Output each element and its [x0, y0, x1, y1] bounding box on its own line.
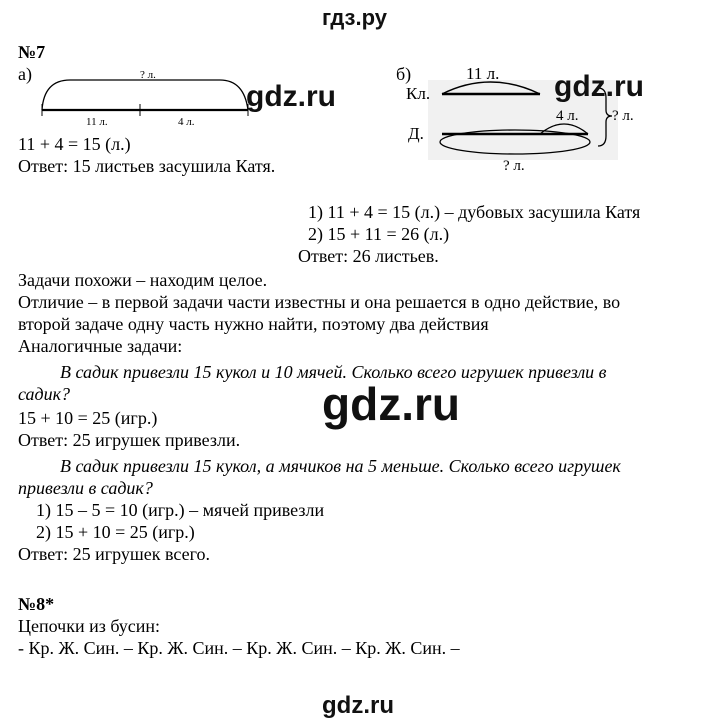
diagram-b-extra-label: 4 л. — [556, 108, 579, 124]
b-answer: Ответ: 26 листьев. — [298, 246, 439, 266]
problem1-answer: Ответ: 25 игрушек привезли. — [18, 430, 241, 450]
problem1-solution: 15 + 10 = 25 (игр.) — [18, 408, 158, 428]
task7-heading: №7 — [18, 42, 46, 62]
a-answer: Ответ: 15 листьев засушила Катя. — [18, 156, 276, 176]
difference-line2: второй задаче одну часть нужно найти, поэтому два действия — [18, 314, 489, 334]
watermark-1: gdz.ru — [246, 80, 336, 113]
diagram-b-top-label: 11 л. — [466, 64, 500, 83]
diagram-b-bottom-label: ? л. — [503, 158, 525, 174]
problem2-answer: Ответ: 25 игрушек всего. — [18, 544, 211, 564]
part-a-label: а) — [18, 64, 32, 84]
b-step1: 1) 11 + 4 = 15 (л.) – дубовых засушила Катя — [308, 202, 641, 222]
analog-heading: Аналогичные задачи: — [18, 336, 183, 356]
similar-text: Задачи похожи – находим целое. — [18, 270, 268, 290]
diagram-a-top-label: ? л. — [140, 70, 156, 81]
diagram-b-row2-label: Д. — [408, 124, 424, 143]
problem1-line2: садик? — [18, 384, 71, 404]
watermark-bottom: gdz.ru — [322, 692, 394, 719]
b-step2: 2) 15 + 11 = 26 (л.) — [308, 224, 450, 244]
problem1-line1: В садик привезли 15 кукол и 10 мячей. Сколько всего игрушек привезли в — [60, 362, 607, 382]
problem2-line1: В садик привезли 15 кукол, а мячиков на 5 меньше. Сколько всего игрушек — [60, 456, 621, 476]
difference-line1: Отличие – в первой задачи части известны и она решается в одно действие, во — [18, 292, 621, 312]
diagram-a-seg1: 11 л. — [86, 116, 108, 128]
part-b-label: б) — [396, 64, 412, 84]
diagram-b-row1-label: Кл. — [406, 84, 431, 103]
task8-intro: Цепочки из бусин: — [18, 616, 161, 636]
diagram-b-brace-label: ? л. — [612, 108, 634, 124]
diagram-a — [30, 70, 270, 120]
watermark-top: гдз.ру — [322, 5, 387, 30]
a-solution: 11 + 4 = 15 (л.) — [18, 134, 131, 154]
watermark-2: gdz.ru — [554, 70, 644, 103]
task8-chain: - Кр. Ж. Син. – Кр. Ж. Син. – Кр. Ж. Син. – Кр. Ж. Син. – — [18, 638, 460, 658]
watermark-3: gdz.ru — [322, 378, 460, 430]
diagram-a-arc — [42, 80, 248, 110]
problem2-step2: 2) 15 + 10 = 25 (игр.) — [36, 522, 195, 542]
problem2-step1: 1) 15 – 5 = 10 (игр.) – мячей привезли — [36, 500, 325, 520]
diagram-a-seg2: 4 л. — [178, 116, 195, 128]
problem2-line2: привезли в садик? — [18, 478, 153, 498]
task8-heading: №8* — [18, 594, 55, 614]
